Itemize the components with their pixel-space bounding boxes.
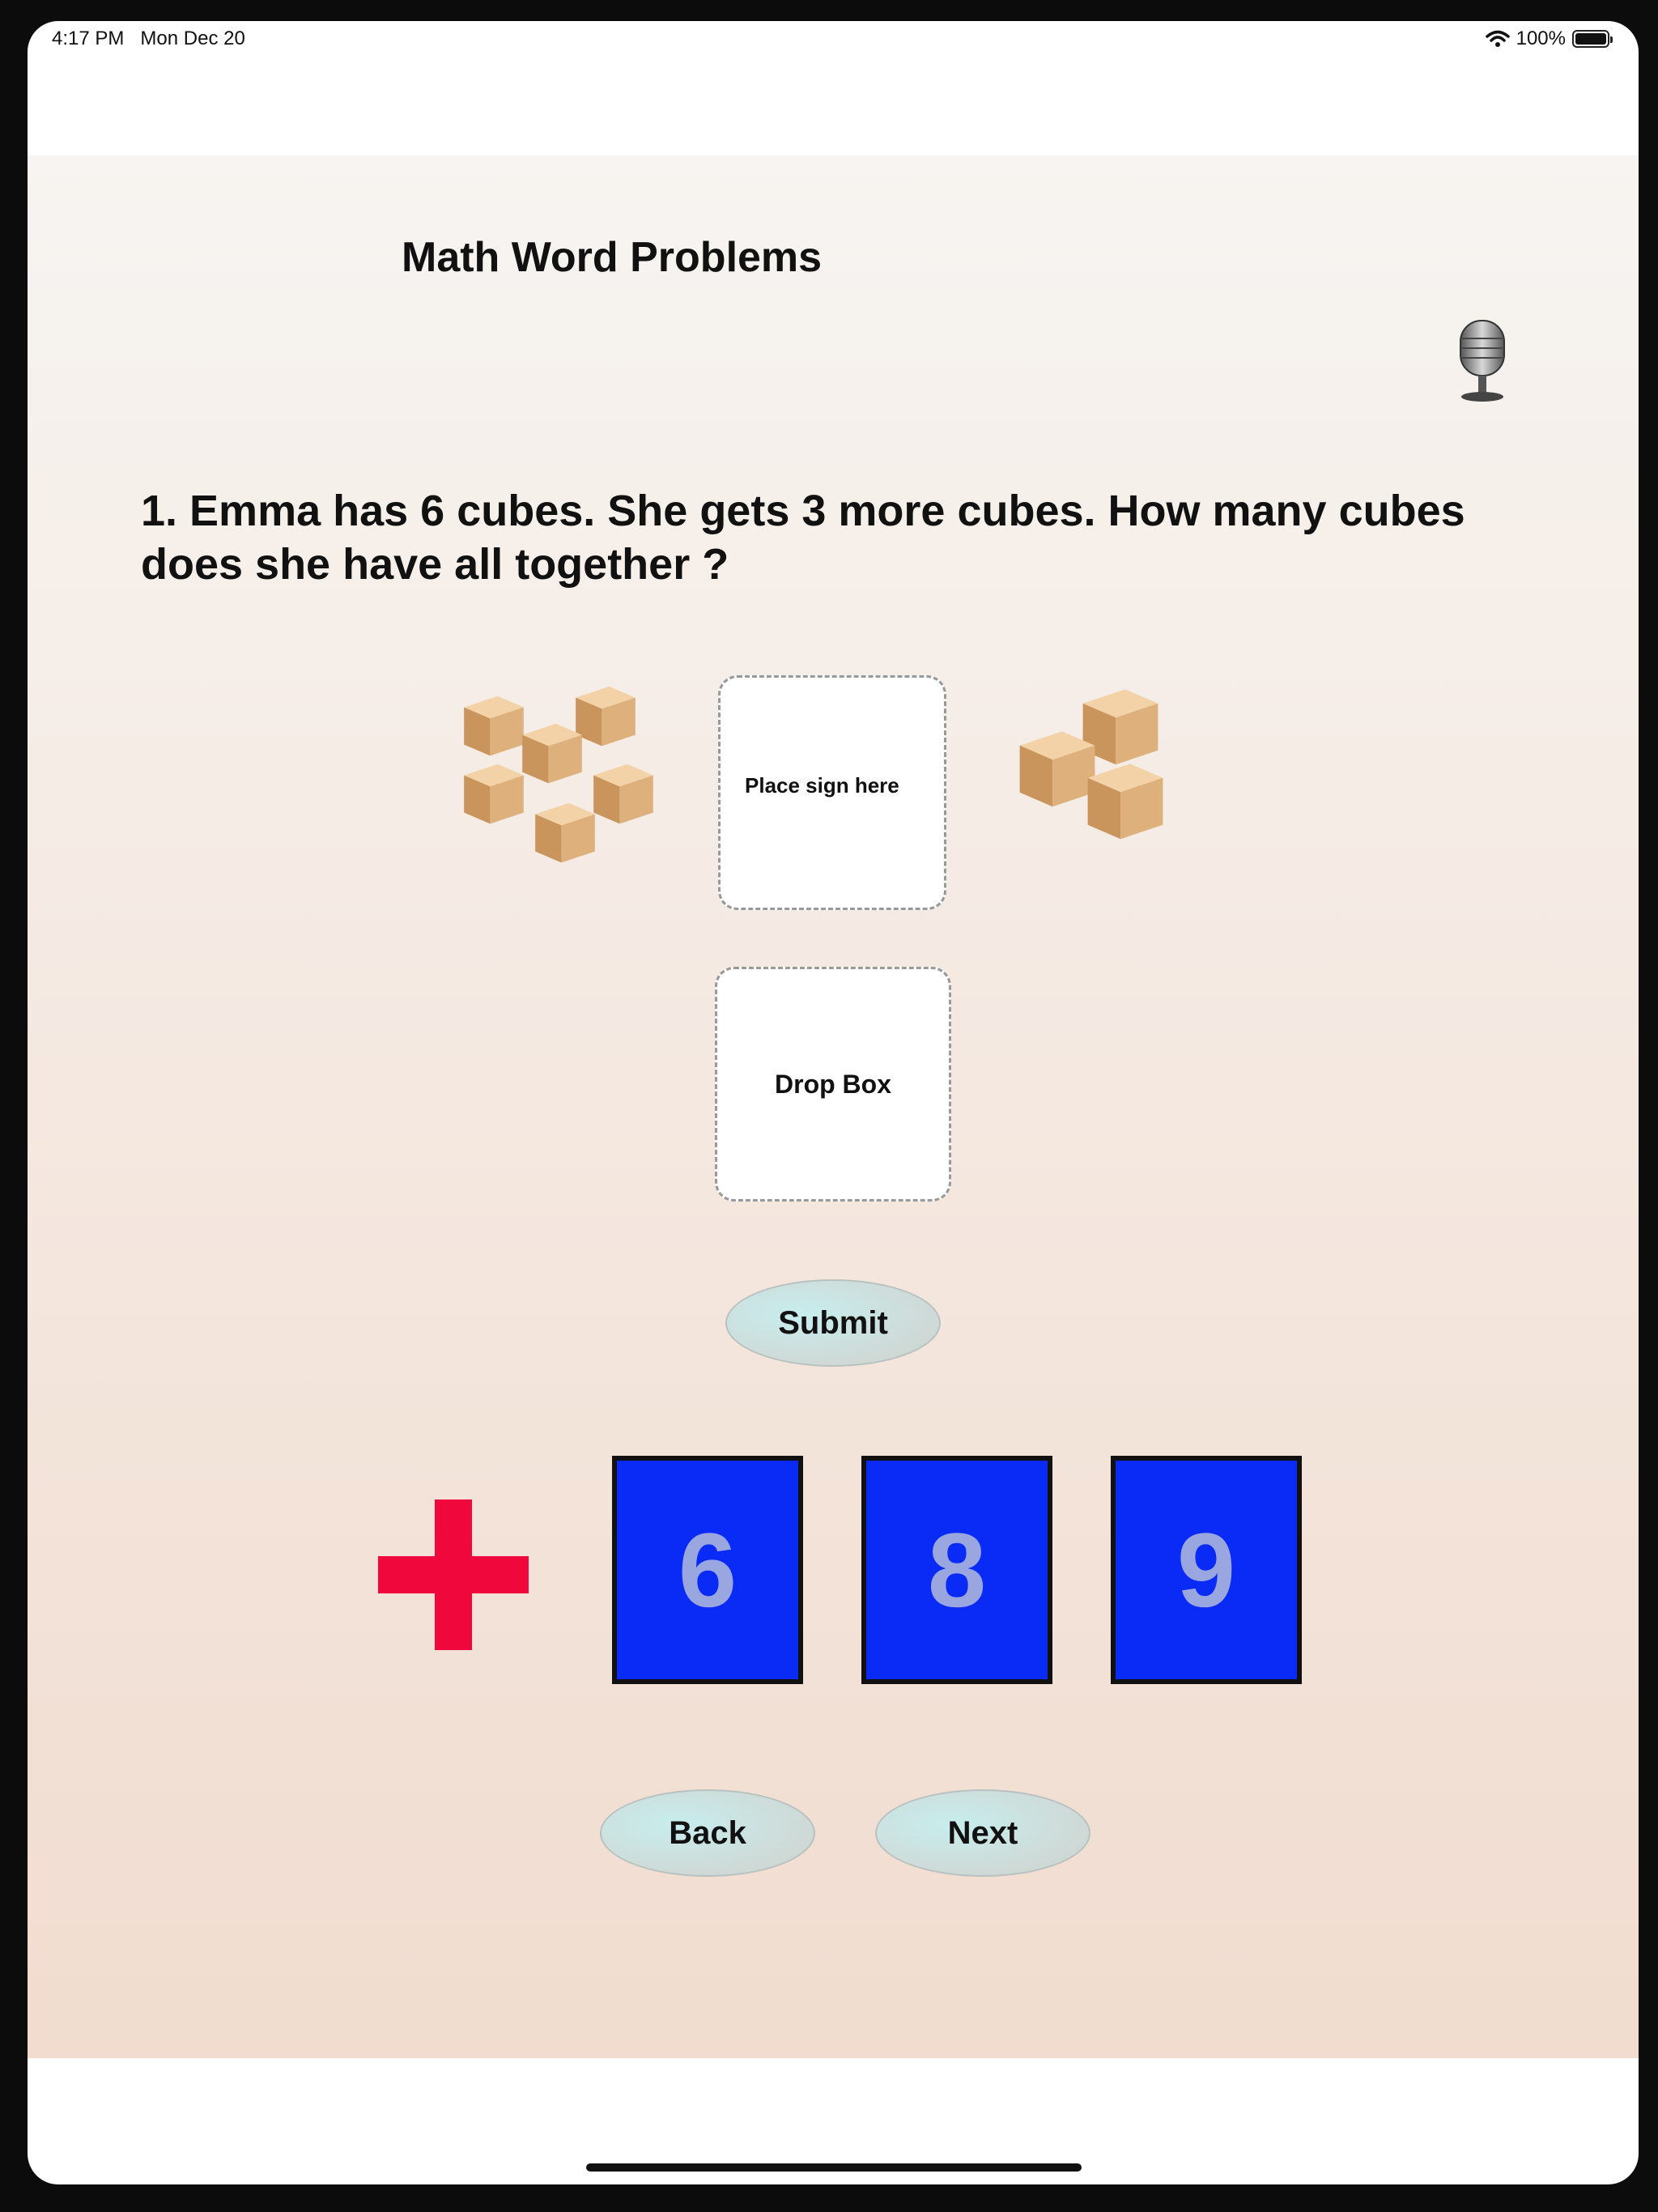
submit-button[interactable]: Submit: [725, 1279, 941, 1367]
page-title: Math Word Problems: [402, 234, 823, 281]
status-indicators: [1486, 28, 1609, 50]
answer-card[interactable]: 6: [612, 1456, 803, 1684]
status-clock: 4:17 PM: [52, 28, 125, 49]
status-bar: [28, 21, 1639, 78]
answer-card[interactable]: 9: [1111, 1456, 1302, 1684]
question-text: 1. Emma has 6 cubes. She gets 3 more cubes. How many cubes does she have all together ?: [141, 487, 1465, 589]
cube-group-left: [457, 675, 699, 902]
drop-box-label: Drop Box: [775, 1069, 891, 1099]
home-indicator[interactable]: [586, 2163, 1082, 2172]
back-button[interactable]: Back: [600, 1789, 815, 1877]
battery-icon: [1572, 30, 1609, 48]
next-button[interactable]: Next: [875, 1789, 1090, 1877]
device-screen: [28, 21, 1639, 2184]
cube-group-right: [1010, 675, 1221, 878]
cube-icon: [1078, 750, 1172, 844]
microphone-icon[interactable]: [1454, 319, 1511, 408]
answer-drop-box[interactable]: [715, 967, 951, 1202]
battery-percent: 100%: [1516, 28, 1566, 49]
sign-drop-target[interactable]: [718, 675, 946, 910]
status-date: Mon Dec 20: [140, 28, 245, 49]
answer-card[interactable]: 8: [861, 1456, 1052, 1684]
status-time: [52, 28, 245, 50]
sign-box-label: Place sign here: [745, 773, 899, 798]
wifi-icon: [1486, 30, 1510, 48]
cube-icon: [528, 792, 602, 866]
cube-icon: [457, 753, 531, 827]
plus-sign-icon[interactable]: [378, 1499, 529, 1650]
